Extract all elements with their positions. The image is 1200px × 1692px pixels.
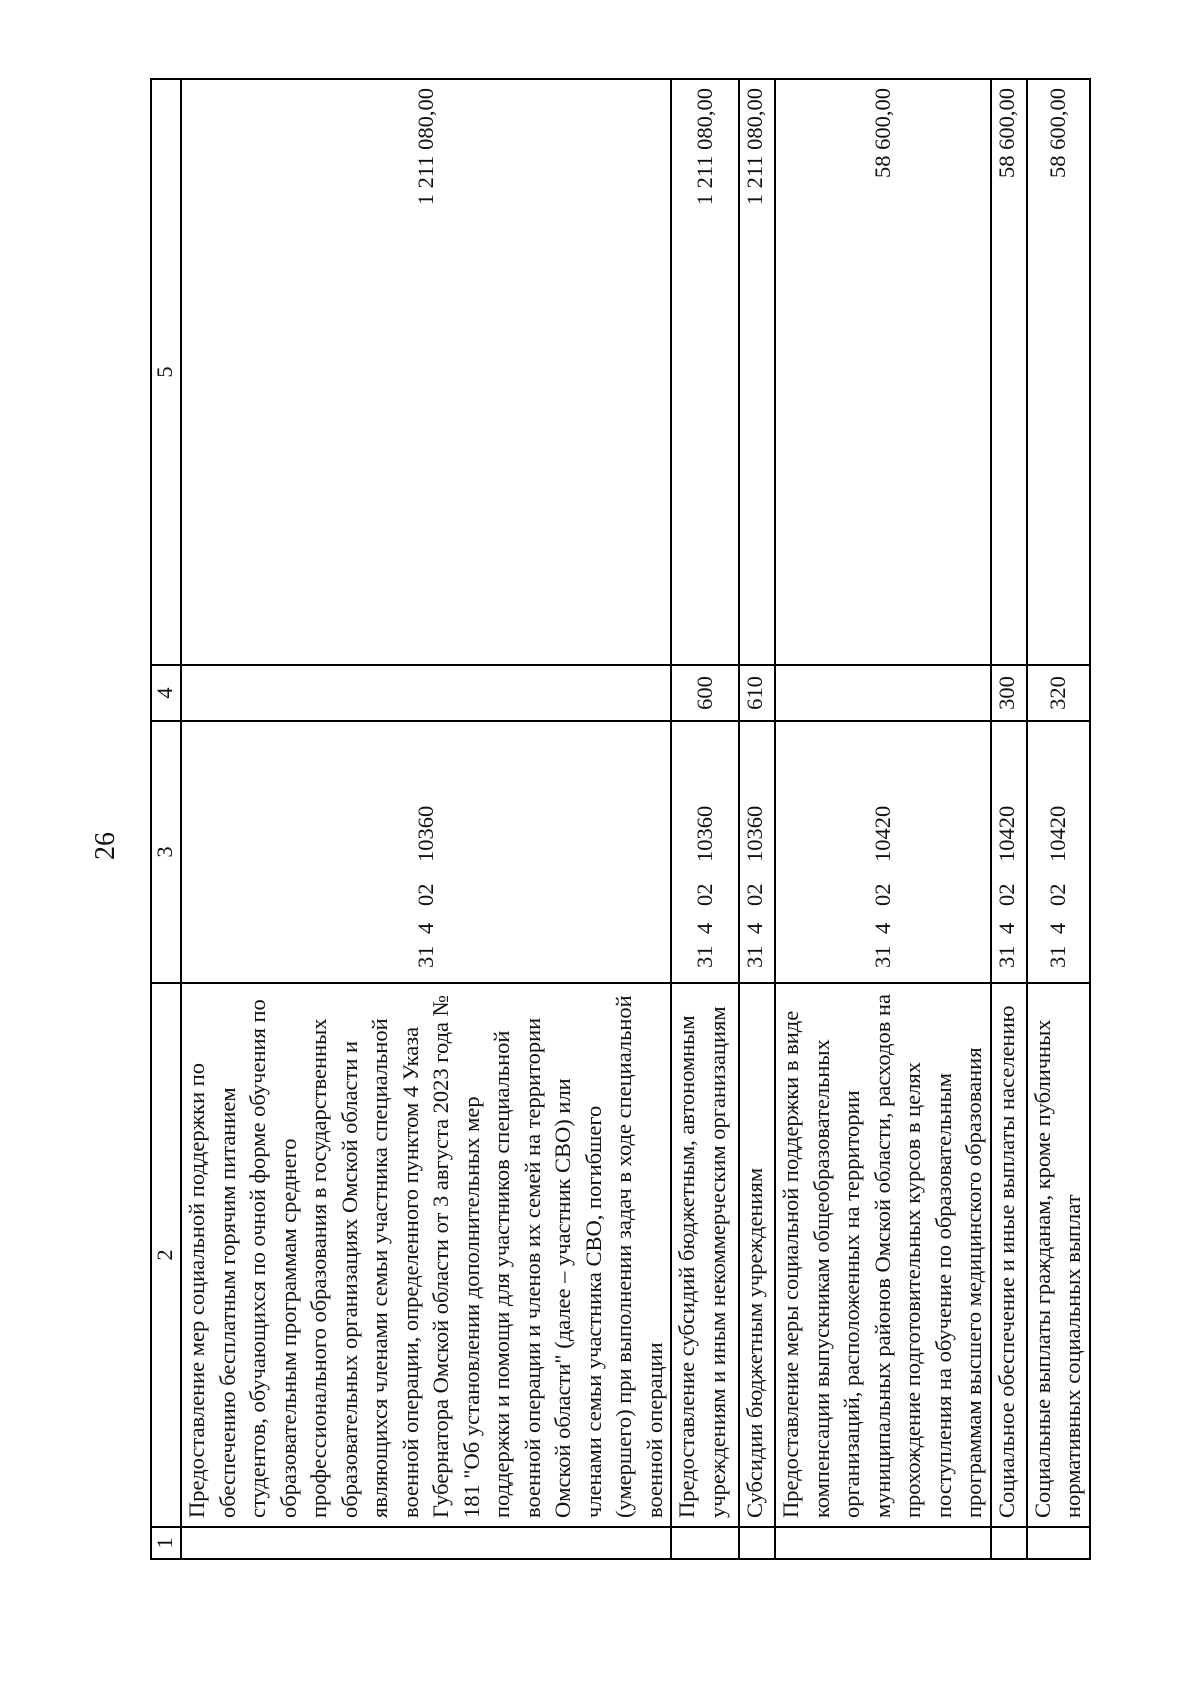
code-direction: 10420 bbox=[993, 805, 1019, 862]
table-row bbox=[181, 79, 671, 1559]
item-name: Социальные выплаты гражданам, кроме публичных нормативных социальных выплат bbox=[1027, 983, 1090, 1527]
item-name: Социальное обеспечение и иные выплаты населению bbox=[991, 983, 1027, 1527]
budget-code bbox=[181, 721, 671, 983]
expense-type: 300 bbox=[991, 665, 1027, 721]
code-program: 31 bbox=[742, 945, 767, 968]
header-col-3: 3 bbox=[151, 721, 181, 983]
table-row bbox=[671, 79, 739, 1559]
amount: 58 600,00 bbox=[991, 79, 1027, 665]
expense-type: 320 bbox=[1027, 665, 1090, 721]
code-direction: 10420 bbox=[869, 805, 895, 862]
row-number-cell bbox=[1027, 1527, 1090, 1559]
code-type: 4 bbox=[869, 922, 895, 934]
code-sub: 02 bbox=[691, 883, 717, 906]
code-program: 31 bbox=[412, 945, 438, 968]
amount: 1 211 080,00 bbox=[671, 79, 739, 665]
code-direction: 10360 bbox=[742, 805, 767, 862]
amount: 1 211 080,00 bbox=[181, 79, 671, 665]
header-col-2: 2 bbox=[151, 983, 181, 1527]
code-direction: 10360 bbox=[412, 805, 438, 862]
item-name: Субсидии бюджетным учреждениям bbox=[739, 983, 775, 1527]
row-number-cell bbox=[181, 1527, 671, 1559]
row-number-cell bbox=[991, 1527, 1027, 1559]
expense-type: 600 bbox=[671, 665, 739, 721]
code-sub: 02 bbox=[742, 883, 767, 906]
budget-table-frame bbox=[150, 80, 1090, 1560]
code-program: 31 bbox=[691, 945, 717, 968]
code-type: 4 bbox=[412, 922, 438, 934]
code-direction: 10420 bbox=[1044, 805, 1070, 862]
amount: 1 211 080,00 bbox=[739, 79, 775, 665]
header-col-4: 4 bbox=[151, 665, 181, 721]
table-row bbox=[775, 79, 991, 1559]
code-sub: 02 bbox=[412, 883, 438, 906]
row-number-cell bbox=[739, 1527, 775, 1559]
page-number: 26 bbox=[90, 832, 121, 860]
code-sub: 02 bbox=[869, 883, 895, 906]
budget-code bbox=[671, 721, 739, 983]
code-program: 31 bbox=[1044, 945, 1070, 968]
item-name: Предоставление мер социальной поддержки по обеспечению бесплатным горячим питанием студентов, обучающихся по очной форме обучения по образовательным программам среднего профессионального образования в государственных образовательных организациях Омской области и являющихся членами семьи участника специальной военной операции, определенного пунктом 4 Указа Губернатора Омской области от 3 августа 2023 года № 181 "Об установлении дополнительных мер поддержки и помощи для участников специальной военной операции и членов их семей на территории Омской области" (далее – участник СВО) или членами семьи участника СВО, погибшего (умершего) при выполнении задач в ходе специальной военной операции bbox=[181, 983, 671, 1527]
budget-code bbox=[739, 721, 775, 983]
item-name: Предоставление меры социальной поддержки в виде компенсации выпускникам общеобразовательных организаций, расположенных на территории муниципальных районов Омской области, расходов на прохождение подготовительных курсов в целях поступления на обучение по образовательным программам высшего медицинского образования bbox=[775, 983, 991, 1527]
budget-code bbox=[1027, 721, 1090, 983]
header-col-5: 5 bbox=[151, 79, 181, 665]
header-row bbox=[151, 79, 181, 1559]
item-name: Предоставление субсидий бюджетным, автономным учреждениям и иным некоммерческим организациям bbox=[671, 983, 739, 1527]
expense-type bbox=[181, 665, 671, 721]
code-program: 31 bbox=[993, 945, 1019, 968]
budget-code bbox=[991, 721, 1027, 983]
budget-table bbox=[150, 78, 1091, 1560]
expense-type: 610 bbox=[739, 665, 775, 721]
header-col-1: 1 bbox=[151, 1527, 181, 1559]
code-direction: 10360 bbox=[691, 805, 717, 862]
row-number-cell bbox=[671, 1527, 739, 1559]
code-type: 4 bbox=[1044, 922, 1070, 934]
code-sub: 02 bbox=[1044, 883, 1070, 906]
table-row bbox=[739, 79, 775, 1559]
amount: 58 600,00 bbox=[1027, 79, 1090, 665]
expense-type bbox=[775, 665, 991, 721]
row-number-cell bbox=[775, 1527, 991, 1559]
table-row bbox=[1027, 79, 1090, 1559]
table-row bbox=[991, 79, 1027, 1559]
budget-code bbox=[775, 721, 991, 983]
code-type: 4 bbox=[993, 922, 1019, 934]
code-type: 4 bbox=[691, 922, 717, 934]
code-sub: 02 bbox=[993, 883, 1019, 906]
amount: 58 600,00 bbox=[775, 79, 991, 665]
code-type: 4 bbox=[742, 922, 767, 934]
code-program: 31 bbox=[869, 945, 895, 968]
